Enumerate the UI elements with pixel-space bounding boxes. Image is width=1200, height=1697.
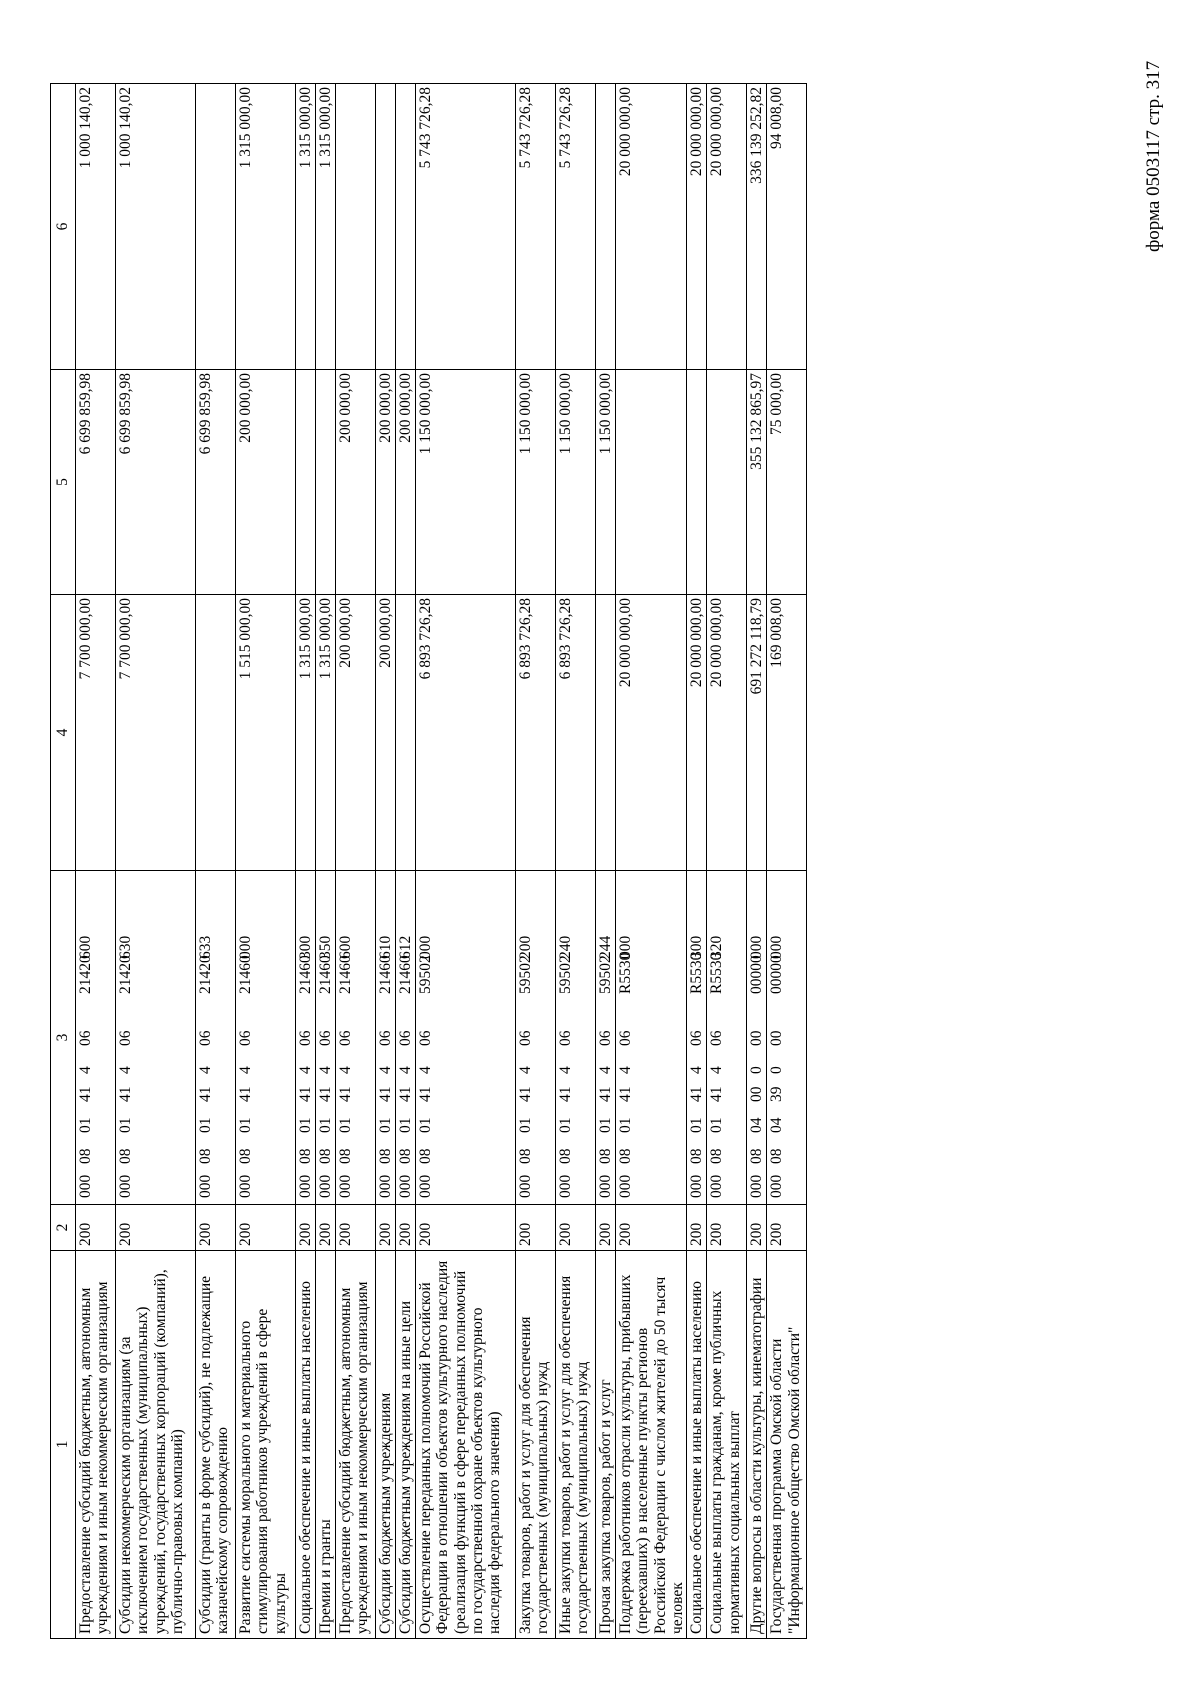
row-budget-code [707, 871, 747, 1205]
code-part: 01 [117, 1117, 134, 1133]
code-part: 4 [557, 1066, 574, 1074]
row-budget-code [396, 871, 416, 1205]
code-part: 4 [197, 1066, 214, 1074]
row-unexecuted: 1 000 140,02 [116, 84, 196, 370]
code-part: 4 [237, 1066, 254, 1074]
code-part: 01 [517, 1117, 534, 1133]
code-part: 000 [517, 1174, 534, 1198]
row-name: Осуществление переданных полномочий Российской Федерации в отношении объектов культурного наследия (реализация функций в сфере переданных полномочий по государственной охране объектов культурного наследия федерального значения) [416, 1251, 516, 1639]
code-part: 4 [688, 1066, 706, 1074]
code-part: 000 [557, 1174, 574, 1198]
row-line-code: 200 [516, 1205, 556, 1251]
row-executed: 6 699 859,98 [196, 370, 236, 595]
row-executed: 75 000,00 [767, 370, 807, 595]
code-part: 08 [748, 1148, 766, 1164]
code-part: 06 [317, 1030, 334, 1046]
row-name: Социальные выплаты гражданам, кроме публичных нормативных социальных выплат [707, 1251, 747, 1639]
code-part: 06 [617, 1030, 634, 1046]
table-row [516, 84, 556, 1639]
code-part: 320 [708, 935, 726, 959]
row-line-code: 200 [316, 1205, 336, 1251]
code-part: 4 [117, 1066, 134, 1074]
code-part: R5530 [617, 952, 634, 994]
row-unexecuted: 20 000 000,00 [616, 84, 687, 370]
code-part: 000 [748, 935, 766, 959]
row-executed [687, 370, 707, 595]
code-part: 08 [768, 1148, 786, 1164]
row-approved [196, 595, 236, 871]
code-part: 4 [517, 1066, 534, 1074]
code-part: 0 [768, 1066, 786, 1074]
code-part: 04 [768, 1117, 786, 1133]
row-line-code: 200 [707, 1205, 747, 1251]
code-part: 01 [688, 1117, 706, 1133]
code-part: 41 [617, 1086, 634, 1102]
row-name: Государственная программа Омской области "Информационное общество Омской области" [767, 1251, 807, 1639]
row-budget-code [376, 871, 396, 1205]
row-executed: 200 000,00 [336, 370, 376, 595]
row-budget-code [296, 871, 316, 1205]
table-row [196, 84, 236, 1639]
code-part: 21460 [297, 955, 314, 994]
row-unexecuted [376, 84, 396, 370]
code-part: 612 [397, 935, 414, 959]
code-part: 08 [77, 1148, 94, 1164]
table-row [376, 84, 396, 1639]
row-approved: 200 000,00 [376, 595, 396, 871]
table-row [236, 84, 296, 1639]
row-approved: 7 700 000,00 [76, 595, 116, 871]
row-budget-code [616, 871, 687, 1205]
code-part: 000 [617, 935, 634, 959]
code-part: 41 [417, 1086, 434, 1102]
code-part: 01 [237, 1117, 254, 1133]
row-executed: 6 699 859,98 [116, 370, 196, 595]
row-unexecuted: 336 139 252,82 [747, 84, 767, 370]
code-part: 01 [397, 1117, 414, 1133]
code-part: 01 [297, 1117, 314, 1133]
code-part: 08 [708, 1148, 726, 1164]
code-part: R5530 [708, 952, 726, 994]
code-part: 59502 [417, 955, 434, 994]
code-part: 000 [337, 1174, 354, 1198]
code-part: 06 [197, 1030, 214, 1046]
code-part: 4 [397, 1066, 414, 1074]
code-part: 00000 [768, 955, 786, 994]
code-part: 00 [748, 1030, 766, 1046]
row-name: Предоставление субсидий бюджетным, автономным учреждениям и иным некоммерческим организациям [76, 1251, 116, 1639]
code-part: 633 [197, 935, 214, 959]
code-part: 000 [708, 1174, 726, 1198]
code-part: 41 [237, 1086, 254, 1102]
code-part: 41 [517, 1086, 534, 1102]
code-part: 08 [517, 1148, 534, 1164]
code-part: 000 [768, 935, 786, 959]
table-row [616, 84, 687, 1639]
code-part: 000 [688, 1174, 706, 1198]
code-part: 000 [297, 1174, 314, 1198]
row-name: Премии и гранты [316, 1251, 336, 1639]
row-executed: 200 000,00 [376, 370, 396, 595]
table-row [767, 84, 807, 1639]
row-approved: 7 700 000,00 [116, 595, 196, 871]
code-part: 59502 [517, 955, 534, 994]
code-part: 4 [77, 1066, 94, 1074]
row-executed [316, 370, 336, 595]
code-part: 000 [77, 1174, 94, 1198]
row-line-code: 200 [616, 1205, 687, 1251]
row-line-code: 200 [687, 1205, 707, 1251]
row-name: Развитие системы морального и материального стимулирования работников учреждений в сфере культуры [236, 1251, 296, 1639]
row-line-code: 200 [116, 1205, 196, 1251]
row-line-code: 200 [596, 1205, 616, 1251]
row-budget-code [196, 871, 236, 1205]
code-part: 630 [117, 935, 134, 959]
code-part: 41 [337, 1086, 354, 1102]
row-unexecuted: 20 000 000,00 [707, 84, 747, 370]
header-cell: 5 [51, 370, 76, 595]
code-part: 08 [557, 1148, 574, 1164]
row-approved: 20 000 000,00 [616, 595, 687, 871]
row-name: Субсидии (гранты в форме субсидий), не подлежащие казначейскому сопровождению [196, 1251, 236, 1639]
row-unexecuted: 5 743 726,28 [516, 84, 556, 370]
code-part: 01 [317, 1117, 334, 1133]
table-row [556, 84, 596, 1639]
row-name: Предоставление субсидий бюджетным, автономным учреждениям и иным некоммерческим организациям [336, 1251, 376, 1639]
table-row [396, 84, 416, 1639]
code-part: 06 [517, 1030, 534, 1046]
code-part: 000 [317, 1174, 334, 1198]
code-part: 0 [748, 1066, 766, 1074]
row-executed: 1 150 000,00 [556, 370, 596, 595]
row-unexecuted: 1 315 000,00 [316, 84, 336, 370]
code-part: 244 [597, 935, 614, 959]
row-budget-code [767, 871, 807, 1205]
code-part: 08 [297, 1148, 314, 1164]
row-unexecuted: 20 000 000,00 [687, 84, 707, 370]
code-part: 06 [337, 1030, 354, 1046]
row-approved: 1 315 000,00 [316, 595, 336, 871]
code-part: 21420 [117, 955, 134, 994]
header-cell: 1 [51, 1251, 76, 1639]
row-unexecuted: 1 315 000,00 [236, 84, 296, 370]
row-approved: 20 000 000,00 [707, 595, 747, 871]
code-part: 41 [377, 1086, 394, 1102]
row-executed [707, 370, 747, 595]
row-unexecuted [196, 84, 236, 370]
code-part: 06 [597, 1030, 614, 1046]
form-label: форма 0503117 стр. 317 [1143, 60, 1164, 252]
code-part: 21420 [77, 955, 94, 994]
code-part: 4 [708, 1066, 726, 1074]
code-part: 01 [597, 1117, 614, 1133]
code-part: 06 [77, 1030, 94, 1046]
code-part: 000 [768, 1174, 786, 1198]
code-part: 59502 [597, 955, 614, 994]
code-part: 300 [297, 935, 314, 959]
row-name: Другие вопросы в области культуры, кинематографии [747, 1251, 767, 1639]
code-part: 41 [117, 1086, 134, 1102]
code-part: 01 [197, 1117, 214, 1133]
code-part: 06 [397, 1030, 414, 1046]
code-part: 41 [597, 1086, 614, 1102]
code-part: 300 [688, 935, 706, 959]
report-table [50, 83, 807, 1639]
row-executed: 200 000,00 [236, 370, 296, 595]
row-budget-code [747, 871, 767, 1205]
header-cell: 2 [51, 1205, 76, 1251]
row-name: Прочая закупка товаров, работ и услуг [596, 1251, 616, 1639]
table-row [707, 84, 747, 1639]
code-part: 000 [237, 1174, 254, 1198]
row-approved: 6 893 726,28 [556, 595, 596, 871]
code-part: 08 [337, 1148, 354, 1164]
code-part: 200 [517, 935, 534, 959]
code-part: 4 [377, 1066, 394, 1074]
row-name: Поддержка работников отрасли культуры, прибывших (переехавших) в населенные пункты регионов Российской Федерации с числом жителей до 50 тысяч человек [616, 1251, 687, 1639]
code-part: 41 [708, 1086, 726, 1102]
table-row [687, 84, 707, 1639]
header-row [51, 84, 76, 1639]
code-part: 21460 [317, 955, 334, 994]
table-row [316, 84, 336, 1639]
row-line-code: 200 [336, 1205, 376, 1251]
row-executed: 200 000,00 [396, 370, 416, 595]
row-unexecuted: 5 743 726,28 [556, 84, 596, 370]
code-part: 4 [337, 1066, 354, 1074]
row-approved: 691 272 118,79 [747, 595, 767, 871]
header-cell: 6 [51, 84, 76, 370]
code-part: 000 [377, 1174, 394, 1198]
code-part: 06 [297, 1030, 314, 1046]
row-name: Социальное обеспечение и иные выплаты населению [296, 1251, 316, 1639]
code-part: 08 [617, 1148, 634, 1164]
code-part: 01 [557, 1117, 574, 1133]
code-part: 41 [397, 1086, 414, 1102]
code-part: 06 [708, 1030, 726, 1046]
code-part: 600 [337, 935, 354, 959]
code-part: 41 [77, 1086, 94, 1102]
row-approved: 6 893 726,28 [416, 595, 516, 871]
row-unexecuted: 94 008,00 [767, 84, 807, 370]
row-approved: 169 008,00 [767, 595, 807, 871]
row-executed: 1 150 000,00 [596, 370, 616, 595]
row-budget-code [76, 871, 116, 1205]
row-executed: 1 150 000,00 [516, 370, 556, 595]
code-part: 01 [617, 1117, 634, 1133]
table-row [596, 84, 616, 1639]
code-part: 39 [768, 1086, 786, 1102]
code-part: 01 [417, 1117, 434, 1133]
row-budget-code [416, 871, 516, 1205]
row-line-code: 200 [296, 1205, 316, 1251]
row-name: Иные закупки товаров, работ и услуг для обеспечения государственных (муниципальных) нужд [556, 1251, 596, 1639]
code-part: 610 [377, 935, 394, 959]
code-part: 000 [117, 1174, 134, 1198]
row-unexecuted: 5 743 726,28 [416, 84, 516, 370]
code-part: 4 [417, 1066, 434, 1074]
code-part: 000 [397, 1174, 414, 1198]
row-approved [396, 595, 416, 871]
row-line-code: 200 [236, 1205, 296, 1251]
code-part: 00 [748, 1086, 766, 1102]
row-name: Закупка товаров, работ и услуг для обеспечения государственных (муниципальных) нужд [516, 1251, 556, 1639]
row-name: Субсидии некоммерческим организациям (за исключением государственных (муниципальных) учреждений, государственных корпораций (компаний), публично-правовых компаний) [116, 1251, 196, 1639]
code-part: 08 [377, 1148, 394, 1164]
row-line-code: 200 [747, 1205, 767, 1251]
row-budget-code [316, 871, 336, 1205]
row-approved: 200 000,00 [336, 595, 376, 871]
row-approved: 1 515 000,00 [236, 595, 296, 871]
code-part: 000 [597, 1174, 614, 1198]
code-part: 000 [748, 1174, 766, 1198]
code-part: 21420 [197, 955, 214, 994]
table-row [116, 84, 196, 1639]
row-executed: 1 150 000,00 [416, 370, 516, 595]
row-line-code: 200 [76, 1205, 116, 1251]
row-name: Субсидии бюджетным учреждениям на иные цели [396, 1251, 416, 1639]
code-part: 4 [317, 1066, 334, 1074]
code-part: 06 [688, 1030, 706, 1046]
code-part: 000 [237, 935, 254, 959]
header-cell: 3 [51, 871, 76, 1205]
header-cell: 4 [51, 595, 76, 871]
code-part: 08 [237, 1148, 254, 1164]
code-part: 41 [197, 1086, 214, 1102]
table-row [747, 84, 767, 1639]
row-budget-code [336, 871, 376, 1205]
row-unexecuted [396, 84, 416, 370]
code-part: 000 [417, 1174, 434, 1198]
row-budget-code [687, 871, 707, 1205]
code-part: 06 [557, 1030, 574, 1046]
code-part: 08 [417, 1148, 434, 1164]
code-part: 21460 [337, 955, 354, 994]
row-approved: 1 315 000,00 [296, 595, 316, 871]
code-part: 21460 [377, 955, 394, 994]
row-budget-code [516, 871, 556, 1205]
code-part: 06 [237, 1030, 254, 1046]
code-part: 01 [708, 1117, 726, 1133]
code-part: 00 [768, 1030, 786, 1046]
row-line-code: 200 [396, 1205, 416, 1251]
row-budget-code [596, 871, 616, 1205]
table-row [336, 84, 376, 1639]
row-executed [296, 370, 316, 595]
code-part: 41 [688, 1086, 706, 1102]
code-part: 01 [337, 1117, 354, 1133]
code-part: 600 [77, 935, 94, 959]
code-part: 41 [557, 1086, 574, 1102]
row-executed [616, 370, 687, 595]
row-budget-code [236, 871, 296, 1205]
row-approved: 20 000 000,00 [687, 595, 707, 871]
code-part: 06 [417, 1030, 434, 1046]
code-part: 08 [688, 1148, 706, 1164]
row-name: Социальное обеспечение и иные выплаты населению [687, 1251, 707, 1639]
row-budget-code [116, 871, 196, 1205]
row-approved [596, 595, 616, 871]
table-row [296, 84, 316, 1639]
code-part: 59502 [557, 955, 574, 994]
code-part: 06 [117, 1030, 134, 1046]
row-unexecuted [336, 84, 376, 370]
code-part: 21460 [397, 955, 414, 994]
table-body [76, 84, 807, 1639]
code-part: 000 [417, 935, 434, 959]
code-part: R5530 [688, 952, 706, 994]
row-unexecuted [596, 84, 616, 370]
code-part: 4 [597, 1066, 614, 1074]
code-part: 06 [377, 1030, 394, 1046]
code-part: 000 [617, 1174, 634, 1198]
row-line-code: 200 [376, 1205, 396, 1251]
code-part: 00000 [748, 955, 766, 994]
row-line-code: 200 [196, 1205, 236, 1251]
code-part: 08 [197, 1148, 214, 1164]
row-unexecuted: 1 315 000,00 [296, 84, 316, 370]
code-part: 240 [557, 935, 574, 959]
code-part: 04 [748, 1117, 766, 1133]
row-budget-code [556, 871, 596, 1205]
code-part: 41 [317, 1086, 334, 1102]
code-part: 21460 [237, 955, 254, 994]
table-row [76, 84, 116, 1639]
code-part: 4 [297, 1066, 314, 1074]
row-executed: 355 132 865,97 [747, 370, 767, 595]
code-part: 08 [597, 1148, 614, 1164]
row-line-code: 200 [767, 1205, 807, 1251]
code-part: 08 [317, 1148, 334, 1164]
code-part: 08 [397, 1148, 414, 1164]
code-part: 08 [117, 1148, 134, 1164]
row-line-code: 200 [416, 1205, 516, 1251]
code-part: 4 [617, 1066, 634, 1074]
row-unexecuted: 1 000 140,02 [76, 84, 116, 370]
row-line-code: 200 [556, 1205, 596, 1251]
code-part: 350 [317, 935, 334, 959]
code-part: 41 [297, 1086, 314, 1102]
row-approved: 6 893 726,28 [516, 595, 556, 871]
code-part: 01 [77, 1117, 94, 1133]
code-part: 000 [197, 1174, 214, 1198]
row-name: Субсидии бюджетным учреждениям [376, 1251, 396, 1639]
row-executed: 6 699 859,98 [76, 370, 116, 595]
code-part: 01 [377, 1117, 394, 1133]
table-row [416, 84, 516, 1639]
